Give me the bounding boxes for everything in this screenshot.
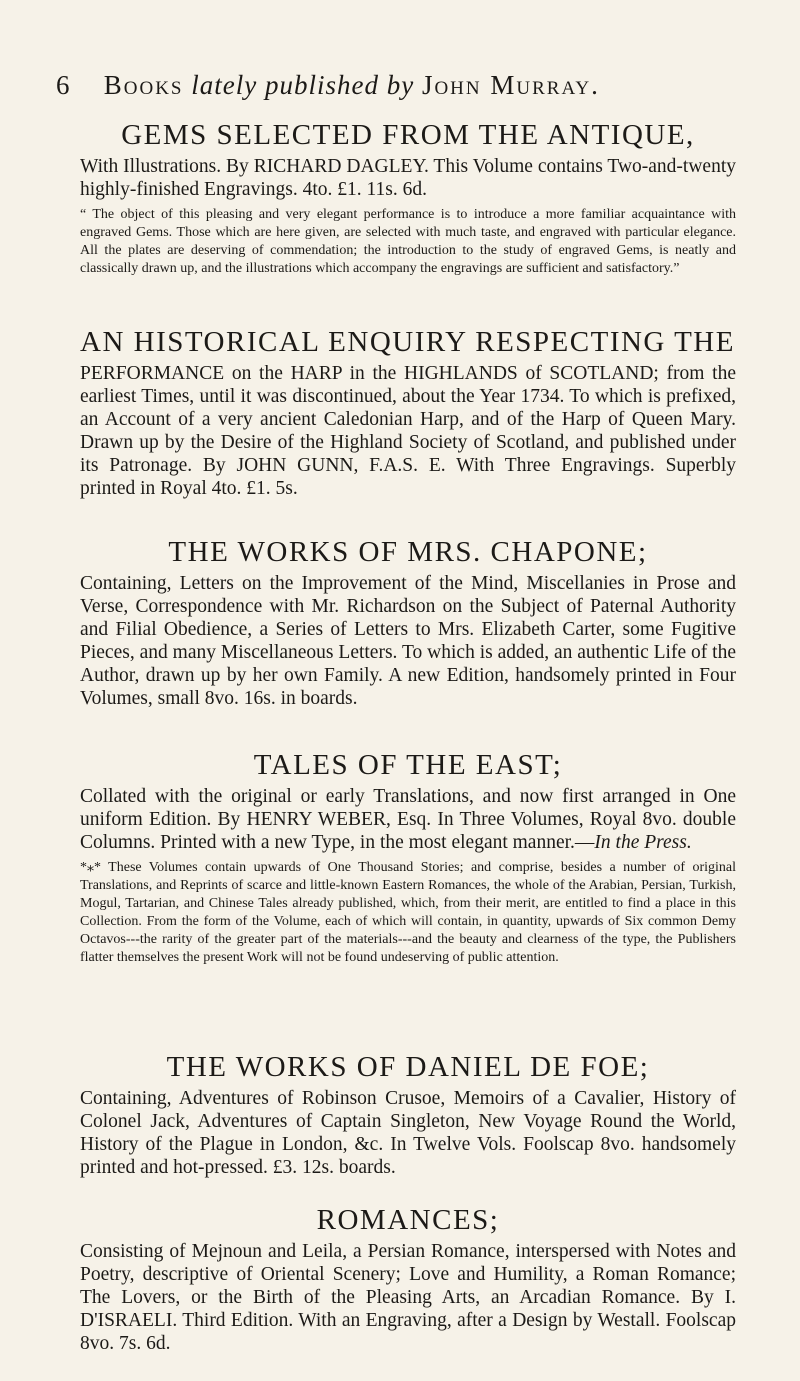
entry-tales-east [80,748,736,967]
entry-defoe [80,1050,736,1179]
entry-body [80,785,736,854]
entry-title: GEMS SELECTED FROM THE ANTIQUE, [121,119,695,151]
entry-title: TALES OF THE EAST; [253,749,563,781]
running-head-lately: lately published by [191,70,415,100]
entry-chapone [80,535,736,710]
running-head [56,70,756,101]
running-head-publisher: John Murray. [421,70,600,100]
entry-body: Containing, Letters on the Improvement of the Mind, Miscellanies in Prose and Verse, Correspondence with Mr. Richardson on the Subject of Paternal Authority and Filial Obedience, a Series of Letters to Mrs. Elizabeth Carter, some Fugitive Pieces, and many Miscellaneous Letters. To which is added, an authentic Life of the Author, drawn up by her own Family. A new Edition, handsomely printed in Four Volumes, small 8vo. 16s. in boards. [80,573,736,709]
entry-title: ROMANCES; [316,1204,500,1236]
entry-title: THE WORKS OF MRS. CHAPONE; [168,536,648,568]
entry-body-text: Collated with the original or early Translations, and now first arranged in One uniform Edition. By HENRY WEBER, Esq. In Three Volumes, Royal 8vo. double Columns. Printed with a new Type, in the most elegant manner.— [80,786,736,853]
entry-gems [80,118,736,278]
running-head-books: Books [103,70,184,100]
entry-body: PERFORMANCE on the HARP in the HIGHLANDS of SCOTLAND; from the earliest Times, until it was discontinued, about the Year 1734. To which is prefixed, an Account of a very ancient Caledonian Harp, and of the Harp of Queen Mary. Drawn up by the Desire of the Highland Society of Scotland, and published under its Patronage. By JOHN GUNN, F.A.S. E. With Three Engravings. Superbly printed in Royal 4to. £1. 5s. [80,363,736,499]
entry-note: *⁎* These Volumes contain upwards of One Thousand Stories; and comprise, besides a number of original Translations, and Reprints of scarce and little-known Eastern Romances, the whole of the Arabian, Persian, Turkish, Mogul, Tartarian, and Chinese Tales already published, which, from their merit, are entitled to find a place in this Collection. From the form of the Volume, each of which will contain, in quantity, upwards of Six common Demy Octavos---the rarity of the greater part of the materials---and the beauty and clearness of the type, the Publishers flatter themselves the present Work will not be found undeserving of public attention. [80,860,736,965]
page-number: 6 [56,70,71,100]
entry-title: THE WORKS OF DANIEL DE FOE; [166,1051,650,1083]
entry-harp [80,325,736,500]
entry-title: AN HISTORICAL ENQUIRY RESPECTING THE [80,326,735,358]
entry-body: Containing, Adventures of Robinson Crusoe, Memoirs of a Cavalier, History of Colonel Jack, Adventures of Captain Singleton, New Voyage Round the World, History of the Plague in London, &c. In Twelve Vols. Foolscap 8vo. handsomely printed and hot-pressed. £3. 12s. boards. [80,1088,736,1178]
entry-body: Consisting of Mejnoun and Leila, a Persian Romance, interspersed with Notes and Poetry, descriptive of Oriental Scenery; Love and Humility, a Roman Romance; The Lovers, or the Birth of the Pleasing Arts, an Arcadian Romance. By I. D'ISRAELI. Third Edition. With an Engraving, after a Design by Westall. Foolscap 8vo. 7s. 6d. [80,1241,736,1354]
entry-body: With Illustrations. By RICHARD DAGLEY. This Volume contains Two-and-twenty highly-finished Engravings. 4to. £1. 11s. 6d. [80,156,736,200]
in-press-note: In the Press. [594,832,692,853]
entry-note: “ The object of this pleasing and very elegant performance is to introduce a more familiar acquaintance with engraved Gems. Those which are here given, are selected with much taste, and engraved with particular elegance. All the plates are deserving of commendation; the introduction to the study of engraved Gems, is neatly and classically drawn up, and the illustrations which accompany the engravings are sufficient and satisfactory.” [80,207,736,276]
entry-romances [80,1203,736,1355]
